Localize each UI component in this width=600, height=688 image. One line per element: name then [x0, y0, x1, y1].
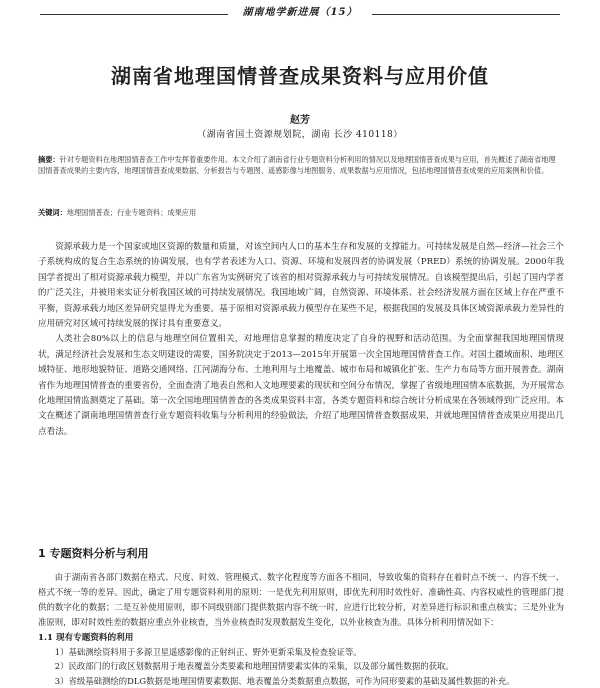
list-item: 1）基础测绘资料用于多源卫星遥感影像的正射纠正、野外更新采集及检查验证等。	[54, 647, 362, 657]
subsection-heading: 1.1 现有专题资料的利用	[38, 633, 134, 643]
list-item: 2）民政部门的行政区划数据用于地表覆盖分类要素和地理国情要素实体的采集，以及部分属性数据的获取。	[54, 661, 454, 672]
abstract-label: 摘要：	[38, 155, 60, 164]
header-rule-right	[372, 14, 560, 15]
keywords-text: 地理国情普查；行业专题资料；成果应用	[66, 208, 197, 217]
running-header	[0, 0, 600, 22]
keywords	[38, 208, 562, 218]
keywords-label: 关键词：	[38, 208, 67, 217]
resource-list	[38, 645, 564, 688]
author-affiliation: （湖南省国土资源规划院，湖南 长沙 410118）	[197, 130, 403, 140]
intro-paragraph-1: 资源承载力是一个国家或地区资源的数量和质量，对该空间内人口的基本生存和发展的支撑能力。可持续发展是自然—经济—社会三个子系统构成的复合生态系统的协调发展，也有学者表述为人口、资源、环境和发展四者的协调发展（PRED）系统的协调发展。2000年我国学者提出了相对资源承载力模型，并以广东省为实例研究了该省的相对资源承载力与可持续发展情况。自该模型提出后，引起了国内学者的广泛关注，并被用来实证分析我国区域的可持续发展情况。我国地域广阔，自然资源、环境体系、社会经济发展方面在区域上存在严重不平衡，资源承载力地区差异研究显得尤为重要。基于原相对资源承载力模型存在某些不足，根据我国的发展及具体区域资源承载力差异性的应用研究对区域可持续发展的探讨具有重要意义。	[38, 242, 564, 330]
paper-title: 湖南省地理国情普查成果资料与应用价值	[111, 64, 489, 88]
journal-name: 湖南地学新进展（15）	[242, 7, 358, 18]
header-rule-left	[40, 14, 228, 15]
abstract	[38, 155, 562, 176]
abstract-text: 针对专题资料在地理国情普查工作中发挥着重要作用。本文介绍了湖南省行业专题资料分析利用的情况以及地理国情普查成果与应用，首先概述了湖南省地理国情普查成果的主要内容，地理国情普查成果数据、分析报告与专题图、遥感影像与地图服务、成果数据与应用情况，包括地理国情普查成果的应用案例和价值。	[38, 155, 556, 175]
section-paragraph-1: 由于湖南省各部门数据在格式、尺度、时效、管理模式、数字化程度等方面各不相同，导致收集的资料存在着时点不统一、内容不统一、格式不统一等的差异。因此，确定了用专题资料利用的原则：一是优先利用原则，即优先利用时效性好、准确性高、内容权威性的管理部门提供的数字化的数据；二是互补使用原则，即不同级别部门提供数据内容不统一时，应进行比较分析，对差异进行标识和重点核实；三是外业为准原则，即对时效性差的数据应重点外业核查，当外业核查时发现数据发生变化，以外业核查为准。具体分析利用情况如下：	[38, 572, 564, 627]
section-heading: 1 专题资料分析与利用	[38, 547, 149, 560]
list-item: 3）省级基础测绘的DLG数据是地理国情要素数据、地表覆盖分类数据重点数据，可作为同形要素的基础及属性数据的补充。	[54, 675, 515, 686]
intro-paragraph-2: 人类社会80%以上的信息与地理空间位置相关，对地理信息掌握的精度决定了自身的视野和活动范围。为全面掌握我国地理国情现状，满足经济社会发展和生态文明建设的需要，国务院决定于2013—2015年开展第一次全国地理国情普查工作。对国土疆域面积、地理区域特征、地形地貌特征、道路交通网络、江河湖海分布、土地利用与土地覆盖、城市布局和城镇化扩张、生产力布局等方面开展普查。湖南省作为地理国情普查的重要省份，全面查清了地表自然和人文地理要素的现状和空间分布情况，掌握了省级地理国情本底数据，为开展常态化地理国情监测奠定了基础。第一次全国地理国情普查的各类成果资料丰富，各类专题资料和综合统计分析成果在各领域得到广泛应用。本文在概述了湖南地理国情普查行业专题资料收集与分析利用的经验做法，介绍了地理国情普查数据成果，并就地理国情普查成果应用提出几点看法。	[38, 334, 564, 437]
author-name: 赵芳	[290, 115, 310, 126]
section-body	[38, 570, 564, 630]
intro-body	[38, 240, 564, 440]
